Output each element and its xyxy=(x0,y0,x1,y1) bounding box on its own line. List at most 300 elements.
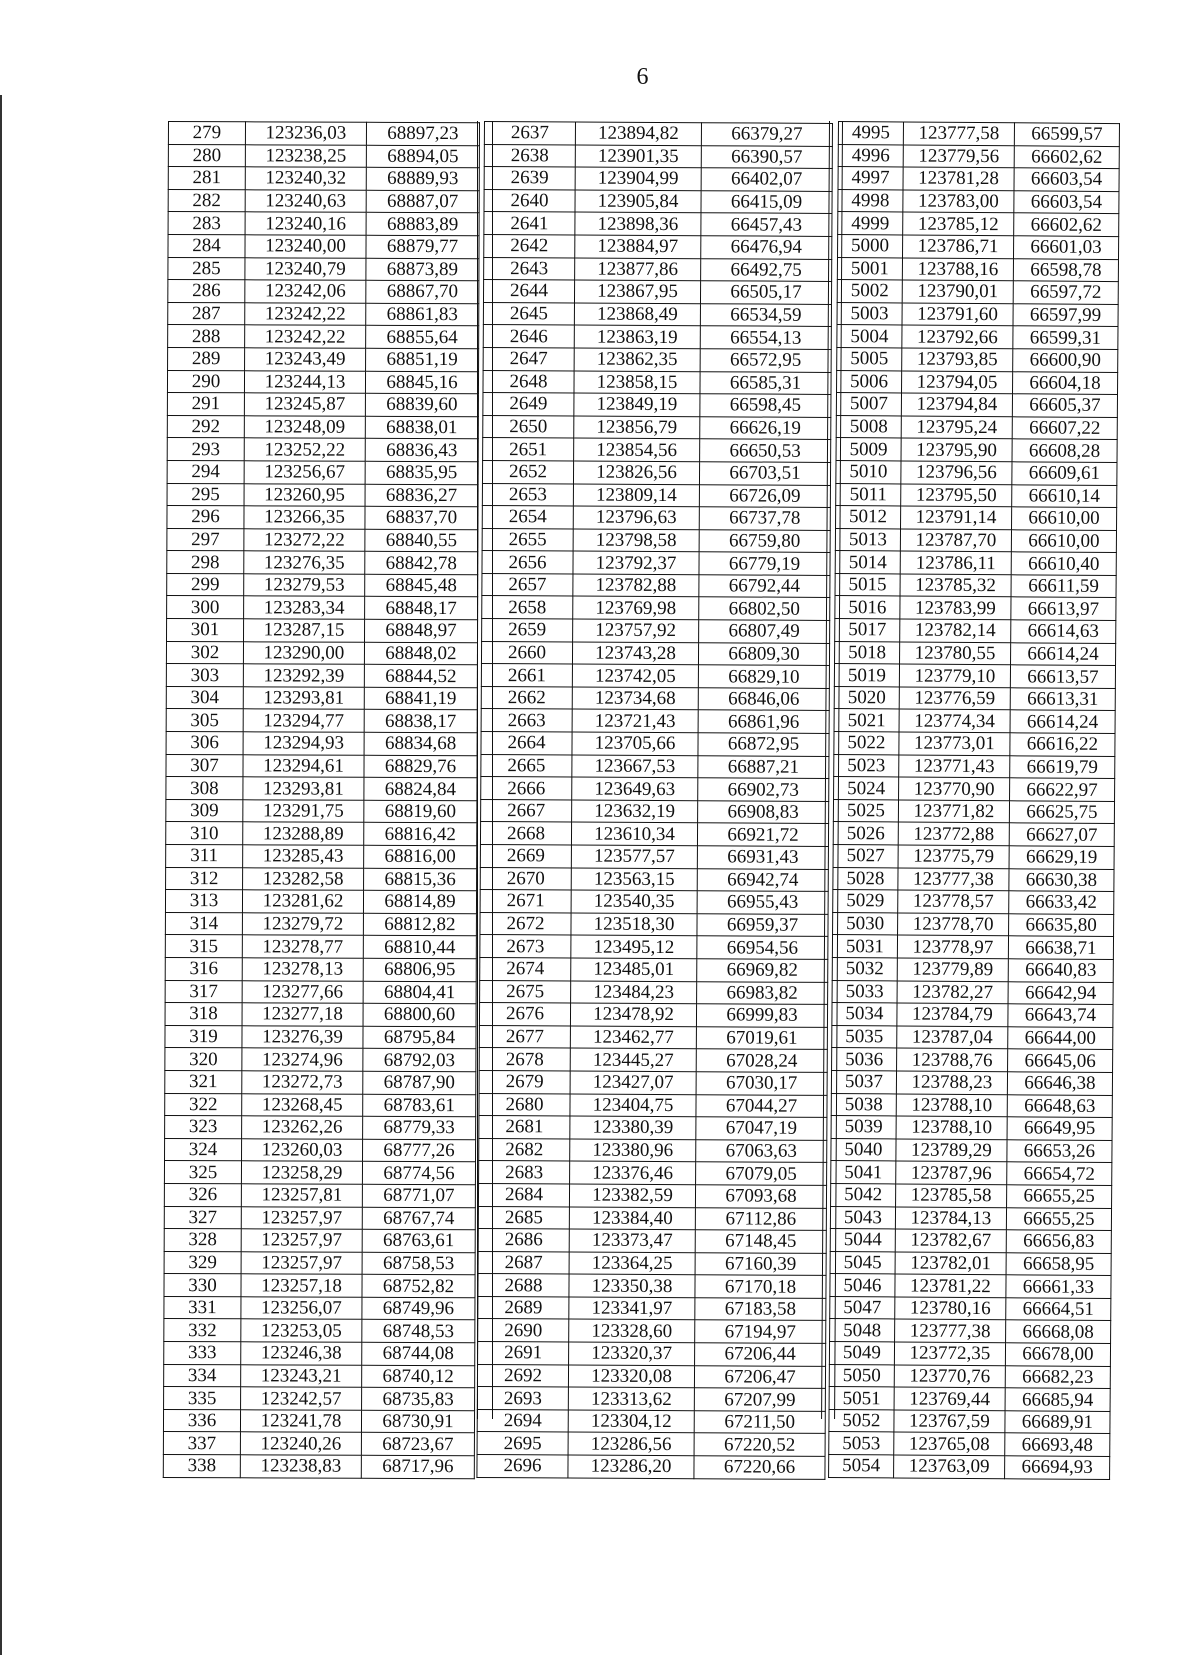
y-coordinate-cell: 68836,27 xyxy=(365,484,478,507)
x-coordinate-cell: 123485,01 xyxy=(571,958,697,981)
point-number-cell: 5047 xyxy=(830,1296,895,1319)
point-number-cell: 2693 xyxy=(477,1387,568,1410)
x-coordinate-cell: 123257,97 xyxy=(241,1206,362,1229)
x-coordinate-cell: 123484,23 xyxy=(571,981,697,1004)
y-coordinate-cell: 68758,53 xyxy=(362,1252,475,1275)
y-coordinate-cell: 68887,07 xyxy=(366,190,479,213)
table-row xyxy=(483,415,831,440)
point-number-cell: 2694 xyxy=(477,1409,568,1432)
table-row xyxy=(164,1274,475,1298)
x-coordinate-cell: 123767,59 xyxy=(894,1410,1005,1433)
table-row xyxy=(834,664,1115,689)
y-coordinate-cell: 66585,31 xyxy=(700,371,831,394)
table-row xyxy=(833,890,1114,915)
x-coordinate-cell: 123241,78 xyxy=(240,1410,361,1433)
table-row xyxy=(164,1319,475,1343)
point-number-cell: 329 xyxy=(164,1251,241,1274)
table-row xyxy=(167,528,478,552)
y-coordinate-cell: 66645,06 xyxy=(1008,1049,1113,1072)
y-coordinate-cell: 66689,91 xyxy=(1005,1411,1110,1434)
y-coordinate-cell: 66872,95 xyxy=(698,733,829,756)
point-number-cell: 2654 xyxy=(482,506,573,529)
point-number-cell: 320 xyxy=(165,1048,242,1071)
point-number-cell: 5002 xyxy=(837,280,902,303)
x-coordinate-cell: 123277,18 xyxy=(242,1003,363,1026)
point-number-cell: 284 xyxy=(168,234,245,257)
table-row xyxy=(168,234,479,258)
point-number-cell: 2677 xyxy=(479,1025,570,1048)
y-coordinate-cell: 66603,54 xyxy=(1014,191,1119,214)
y-coordinate-cell: 66759,80 xyxy=(699,529,830,552)
y-coordinate-cell: 67028,24 xyxy=(696,1049,827,1072)
left-margin-rule xyxy=(0,95,2,1655)
point-number-cell: 301 xyxy=(167,619,244,642)
point-number-cell: 330 xyxy=(164,1274,241,1297)
y-coordinate-cell: 68774,56 xyxy=(362,1162,475,1185)
y-coordinate-cell: 66655,25 xyxy=(1006,1207,1111,1230)
table-row xyxy=(165,1070,476,1094)
y-coordinate-cell: 68894,05 xyxy=(366,145,479,168)
y-coordinate-cell: 66640,83 xyxy=(1008,959,1113,982)
table-row xyxy=(834,732,1115,757)
point-number-cell: 2690 xyxy=(478,1319,569,1342)
y-coordinate-cell: 66597,72 xyxy=(1013,281,1118,304)
y-coordinate-cell: 68735,83 xyxy=(362,1388,475,1411)
table-row xyxy=(480,912,828,937)
y-coordinate-cell: 66682,23 xyxy=(1005,1365,1110,1388)
table-row xyxy=(167,483,478,507)
y-coordinate-cell: 67160,39 xyxy=(695,1252,826,1275)
point-number-cell: 2672 xyxy=(480,912,571,935)
point-number-cell: 5006 xyxy=(837,370,902,393)
y-coordinate-cell: 66534,59 xyxy=(700,303,831,326)
x-coordinate-cell: 123238,83 xyxy=(240,1455,361,1478)
table-row xyxy=(168,189,479,213)
table-row xyxy=(836,438,1117,463)
table-row xyxy=(480,822,828,847)
y-coordinate-cell: 68777,26 xyxy=(363,1139,476,1162)
x-coordinate-cell: 123257,18 xyxy=(241,1274,362,1297)
x-coordinate-cell: 123757,92 xyxy=(573,619,699,642)
x-coordinate-cell: 123350,38 xyxy=(569,1274,695,1297)
point-number-cell: 336 xyxy=(163,1409,240,1432)
point-number-cell: 5044 xyxy=(830,1229,895,1252)
point-number-cell: 2681 xyxy=(479,1116,570,1139)
coordinate-table-block-3 xyxy=(828,121,1120,1480)
y-coordinate-cell: 66608,28 xyxy=(1012,439,1117,462)
x-coordinate-cell: 123610,34 xyxy=(571,822,697,845)
y-coordinate-cell: 68839,60 xyxy=(365,393,478,416)
y-coordinate-cell: 66607,22 xyxy=(1012,417,1117,440)
x-coordinate-cell: 123783,99 xyxy=(900,596,1011,619)
x-coordinate-cell: 123320,08 xyxy=(568,1365,694,1388)
point-number-cell: 4998 xyxy=(838,189,903,212)
y-coordinate-cell: 67063,63 xyxy=(696,1139,827,1162)
x-coordinate-cell: 123240,79 xyxy=(245,257,366,280)
point-number-cell: 286 xyxy=(168,280,245,303)
y-coordinate-cell: 68844,52 xyxy=(364,665,477,688)
y-coordinate-cell: 68837,70 xyxy=(365,506,478,529)
x-coordinate-cell: 123245,87 xyxy=(244,393,365,416)
y-coordinate-cell: 68829,76 xyxy=(364,755,477,778)
table-row xyxy=(482,483,830,508)
table-row xyxy=(479,1025,827,1050)
point-number-cell: 2649 xyxy=(483,393,574,416)
x-coordinate-cell: 123540,35 xyxy=(571,890,697,913)
x-coordinate-cell: 123777,38 xyxy=(895,1319,1006,1342)
table-row xyxy=(484,189,832,214)
table-row xyxy=(482,506,830,531)
x-coordinate-cell: 123279,53 xyxy=(244,574,365,597)
y-coordinate-cell: 68812,82 xyxy=(363,913,476,936)
x-coordinate-cell: 123786,71 xyxy=(903,235,1014,258)
table-row xyxy=(165,912,476,936)
point-number-cell: 5050 xyxy=(829,1364,894,1387)
x-coordinate-cell: 123404,75 xyxy=(570,1094,696,1117)
y-coordinate-cell: 67093,68 xyxy=(695,1185,826,1208)
x-coordinate-cell: 123293,81 xyxy=(243,777,364,800)
x-coordinate-cell: 123884,97 xyxy=(575,235,701,258)
y-coordinate-cell: 68851,19 xyxy=(366,348,479,371)
y-coordinate-cell: 66792,44 xyxy=(699,575,830,598)
x-coordinate-cell: 123257,97 xyxy=(241,1251,362,1274)
point-number-cell: 5008 xyxy=(836,415,901,438)
x-coordinate-cell: 123904,99 xyxy=(575,167,701,190)
y-coordinate-cell: 68814,89 xyxy=(363,890,476,913)
x-coordinate-cell: 123795,24 xyxy=(901,416,1012,439)
point-number-cell: 322 xyxy=(165,1093,242,1116)
table-row xyxy=(829,1364,1110,1389)
table-row xyxy=(480,980,828,1005)
point-number-cell: 2638 xyxy=(484,144,575,167)
x-coordinate-cell: 123770,90 xyxy=(899,777,1010,800)
x-coordinate-cell: 123248,09 xyxy=(244,416,365,439)
table-row xyxy=(166,664,477,688)
x-coordinate-cell: 123242,22 xyxy=(245,325,366,348)
y-coordinate-cell: 66630,38 xyxy=(1009,868,1114,891)
table-row xyxy=(480,890,828,915)
y-coordinate-cell: 68879,77 xyxy=(366,235,479,258)
y-coordinate-cell: 68771,07 xyxy=(362,1184,475,1207)
y-coordinate-cell: 66649,95 xyxy=(1007,1117,1112,1140)
y-coordinate-cell: 68845,48 xyxy=(365,574,478,597)
x-coordinate-cell: 123794,84 xyxy=(901,393,1012,416)
table-row xyxy=(833,822,1114,847)
y-coordinate-cell: 66597,99 xyxy=(1013,304,1118,327)
point-number-cell: 326 xyxy=(164,1183,241,1206)
table-row xyxy=(482,573,830,598)
point-number-cell: 5048 xyxy=(830,1319,895,1342)
y-coordinate-cell: 67044,27 xyxy=(696,1094,827,1117)
y-coordinate-cell: 66572,95 xyxy=(700,349,831,372)
x-coordinate-cell: 123563,15 xyxy=(571,868,697,891)
x-coordinate-cell: 123281,62 xyxy=(242,890,363,913)
y-coordinate-cell: 66610,14 xyxy=(1012,484,1117,507)
x-coordinate-cell: 123785,32 xyxy=(900,574,1011,597)
x-coordinate-cell: 123236,03 xyxy=(245,122,366,145)
table-row xyxy=(165,980,476,1004)
point-number-cell: 2682 xyxy=(479,1138,570,1161)
point-number-cell: 5011 xyxy=(836,483,901,506)
point-number-cell: 306 xyxy=(166,732,243,755)
x-coordinate-cell: 123313,62 xyxy=(568,1387,694,1410)
point-number-cell: 308 xyxy=(166,777,243,800)
point-number-cell: 2662 xyxy=(481,686,572,709)
x-coordinate-cell: 123290,00 xyxy=(243,641,364,664)
y-coordinate-cell: 66931,43 xyxy=(697,846,828,869)
table-row xyxy=(483,325,831,350)
x-coordinate-cell: 123279,72 xyxy=(242,913,363,936)
x-coordinate-cell: 123784,13 xyxy=(895,1206,1006,1229)
point-number-cell: 310 xyxy=(166,822,243,845)
y-coordinate-cell: 68842,78 xyxy=(365,552,478,575)
y-coordinate-cell: 68816,00 xyxy=(364,845,477,868)
point-number-cell: 5009 xyxy=(836,438,901,461)
point-number-cell: 2667 xyxy=(481,799,572,822)
point-number-cell: 283 xyxy=(168,212,245,235)
point-number-cell: 5003 xyxy=(837,302,902,325)
y-coordinate-cell: 66921,72 xyxy=(697,823,828,846)
point-number-cell: 5022 xyxy=(834,732,899,755)
point-number-cell: 5016 xyxy=(835,596,900,619)
point-number-cell: 325 xyxy=(164,1161,241,1184)
y-coordinate-cell: 66807,49 xyxy=(699,620,830,643)
y-coordinate-cell: 66626,19 xyxy=(700,416,831,439)
x-coordinate-cell: 123877,86 xyxy=(575,258,701,281)
y-coordinate-cell: 68795,84 xyxy=(363,1026,476,1049)
x-coordinate-cell: 123240,00 xyxy=(245,235,366,258)
table-row xyxy=(164,1387,475,1411)
point-number-cell: 5051 xyxy=(829,1387,894,1410)
x-coordinate-cell: 123632,19 xyxy=(572,800,698,823)
y-coordinate-cell: 66599,31 xyxy=(1013,326,1118,349)
table-row xyxy=(830,1251,1111,1276)
point-number-cell: 5041 xyxy=(831,1161,896,1184)
x-coordinate-cell: 123287,15 xyxy=(244,619,365,642)
y-coordinate-cell: 67047,19 xyxy=(696,1117,827,1140)
table-row xyxy=(478,1251,826,1276)
table-row xyxy=(481,709,829,734)
point-number-cell: 5039 xyxy=(831,1116,896,1139)
y-coordinate-cell: 67019,61 xyxy=(696,1026,827,1049)
table-row xyxy=(480,867,828,892)
table-row xyxy=(838,234,1119,259)
table-row xyxy=(163,1432,474,1456)
point-number-cell: 5052 xyxy=(829,1409,894,1432)
y-coordinate-cell: 66598,45 xyxy=(700,394,831,417)
point-number-cell: 302 xyxy=(166,641,243,664)
point-number-cell: 316 xyxy=(165,957,242,980)
point-number-cell: 332 xyxy=(164,1319,241,1342)
point-number-cell: 5024 xyxy=(834,777,899,800)
table-row xyxy=(834,754,1115,779)
y-coordinate-cell: 66599,57 xyxy=(1014,123,1119,146)
point-number-cell: 2659 xyxy=(482,619,573,642)
x-coordinate-cell: 123283,34 xyxy=(244,596,365,619)
y-coordinate-cell: 68873,89 xyxy=(366,258,479,281)
x-coordinate-cell: 123856,79 xyxy=(574,416,700,439)
point-number-cell: 4997 xyxy=(838,167,903,190)
point-number-cell: 307 xyxy=(166,754,243,777)
table-row xyxy=(837,325,1118,350)
x-coordinate-cell: 123826,56 xyxy=(573,461,699,484)
point-number-cell: 2637 xyxy=(484,122,575,145)
x-coordinate-cell: 123276,39 xyxy=(242,1026,363,1049)
y-coordinate-cell: 66661,33 xyxy=(1006,1275,1111,1298)
y-coordinate-cell: 68783,61 xyxy=(363,1094,476,1117)
y-coordinate-cell: 66656,83 xyxy=(1006,1230,1111,1253)
point-number-cell: 324 xyxy=(165,1138,242,1161)
table-row xyxy=(477,1387,825,1412)
point-number-cell: 297 xyxy=(167,528,244,551)
y-coordinate-cell: 66603,54 xyxy=(1014,168,1119,191)
point-number-cell: 2665 xyxy=(481,754,572,777)
x-coordinate-cell: 123771,43 xyxy=(899,755,1010,778)
point-number-cell: 5029 xyxy=(833,890,898,913)
y-coordinate-cell: 68800,60 xyxy=(363,1003,476,1026)
table-row xyxy=(479,1093,827,1118)
y-coordinate-cell: 68855,64 xyxy=(366,326,479,349)
table-row xyxy=(478,1319,826,1344)
x-coordinate-cell: 123783,00 xyxy=(903,190,1014,213)
y-coordinate-cell: 66613,31 xyxy=(1010,688,1115,711)
table-row xyxy=(167,551,478,575)
point-number-cell: 311 xyxy=(166,844,243,867)
y-coordinate-cell: 66402,07 xyxy=(701,168,832,191)
table-row xyxy=(165,1003,476,1027)
x-coordinate-cell: 123742,05 xyxy=(572,664,698,687)
table-row xyxy=(167,596,478,620)
x-coordinate-cell: 123774,34 xyxy=(899,709,1010,732)
x-coordinate-cell: 123286,56 xyxy=(568,1432,694,1455)
y-coordinate-cell: 68836,43 xyxy=(365,439,478,462)
point-number-cell: 5005 xyxy=(837,347,902,370)
y-coordinate-cell: 66664,51 xyxy=(1006,1298,1111,1321)
x-coordinate-cell: 123380,96 xyxy=(570,1139,696,1162)
y-coordinate-cell: 66638,71 xyxy=(1008,936,1113,959)
point-number-cell: 2673 xyxy=(480,935,571,958)
x-coordinate-cell: 123462,77 xyxy=(570,1026,696,1049)
point-number-cell: 2674 xyxy=(480,957,571,980)
table-row xyxy=(835,641,1116,666)
point-number-cell: 289 xyxy=(168,347,245,370)
point-number-cell: 5001 xyxy=(837,257,902,280)
point-number-cell: 2683 xyxy=(479,1161,570,1184)
table-row xyxy=(479,1116,827,1141)
table-row xyxy=(164,1161,475,1185)
point-number-cell: 299 xyxy=(167,573,244,596)
y-coordinate-cell: 66605,37 xyxy=(1012,394,1117,417)
y-coordinate-cell: 66902,73 xyxy=(698,778,829,801)
point-number-cell: 5032 xyxy=(832,957,897,980)
point-number-cell: 5025 xyxy=(833,799,898,822)
point-number-cell: 5046 xyxy=(830,1274,895,1297)
y-coordinate-cell: 66678,00 xyxy=(1005,1343,1110,1366)
x-coordinate-cell: 123743,28 xyxy=(572,642,698,665)
point-number-cell: 5053 xyxy=(829,1432,894,1455)
x-coordinate-cell: 123854,56 xyxy=(574,438,700,461)
table-row xyxy=(836,506,1117,531)
table-row xyxy=(166,709,477,733)
x-coordinate-cell: 123320,37 xyxy=(569,1342,695,1365)
table-row xyxy=(829,1409,1110,1434)
point-number-cell: 2678 xyxy=(479,1048,570,1071)
y-coordinate-cell: 66602,62 xyxy=(1014,213,1119,236)
point-number-cell: 291 xyxy=(167,393,244,416)
table-row xyxy=(831,1093,1112,1118)
table-row xyxy=(484,122,832,147)
table-row xyxy=(835,573,1116,598)
point-number-cell: 2653 xyxy=(482,483,573,506)
x-coordinate-cell: 123518,30 xyxy=(571,913,697,936)
x-coordinate-cell: 123792,37 xyxy=(573,551,699,574)
table-row xyxy=(481,641,829,666)
x-coordinate-cell: 123478,92 xyxy=(570,1003,696,1026)
table-row xyxy=(164,1206,475,1230)
y-coordinate-cell: 66693,48 xyxy=(1005,1433,1110,1456)
table-row xyxy=(478,1206,826,1231)
x-coordinate-cell: 123785,12 xyxy=(903,212,1014,235)
y-coordinate-cell: 68838,01 xyxy=(365,416,478,439)
x-coordinate-cell: 123787,70 xyxy=(900,529,1011,552)
x-coordinate-cell: 123294,77 xyxy=(243,709,364,732)
table-row xyxy=(483,347,831,372)
y-coordinate-cell: 66609,61 xyxy=(1012,462,1117,485)
x-coordinate-cell: 123242,06 xyxy=(245,280,366,303)
y-coordinate-cell: 68848,02 xyxy=(364,642,477,665)
point-number-cell: 2685 xyxy=(478,1206,569,1229)
x-coordinate-cell: 123792,66 xyxy=(902,325,1013,348)
y-coordinate-cell: 66887,21 xyxy=(698,755,829,778)
x-coordinate-cell: 123775,79 xyxy=(898,845,1009,868)
y-coordinate-cell: 66954,56 xyxy=(697,936,828,959)
y-coordinate-cell: 68752,82 xyxy=(362,1275,475,1298)
x-coordinate-cell: 123791,60 xyxy=(902,303,1013,326)
table-row xyxy=(838,122,1119,147)
point-number-cell: 5021 xyxy=(834,709,899,732)
x-coordinate-cell: 123243,21 xyxy=(241,1364,362,1387)
table-row xyxy=(838,144,1119,169)
point-number-cell: 334 xyxy=(164,1364,241,1387)
x-coordinate-cell: 123772,35 xyxy=(894,1342,1005,1365)
point-number-cell: 5028 xyxy=(833,867,898,890)
point-number-cell: 331 xyxy=(164,1296,241,1319)
x-coordinate-cell: 123796,56 xyxy=(901,461,1012,484)
table-row xyxy=(836,415,1117,440)
point-number-cell: 2666 xyxy=(481,777,572,800)
point-number-cell: 314 xyxy=(165,912,242,935)
point-number-cell: 2669 xyxy=(480,844,571,867)
y-coordinate-cell: 68740,12 xyxy=(362,1365,475,1388)
table-row xyxy=(167,393,478,417)
table-row xyxy=(168,212,479,236)
y-coordinate-cell: 66643,74 xyxy=(1008,1004,1113,1027)
point-number-cell: 296 xyxy=(167,506,244,529)
y-coordinate-cell: 66654,72 xyxy=(1007,1162,1112,1185)
y-coordinate-cell: 67211,50 xyxy=(694,1411,825,1434)
x-coordinate-cell: 123788,16 xyxy=(902,258,1013,281)
table-row xyxy=(167,506,478,530)
y-coordinate-cell: 66650,53 xyxy=(700,439,831,462)
point-number-cell: 4999 xyxy=(838,212,903,235)
point-number-cell: 2643 xyxy=(484,257,575,280)
point-number-cell: 5004 xyxy=(837,325,902,348)
x-coordinate-cell: 123277,66 xyxy=(242,980,363,1003)
y-coordinate-cell: 68838,17 xyxy=(364,710,477,733)
x-coordinate-cell: 123427,07 xyxy=(570,1071,696,1094)
point-number-cell: 2646 xyxy=(483,325,574,348)
x-coordinate-cell: 123382,59 xyxy=(569,1184,695,1207)
